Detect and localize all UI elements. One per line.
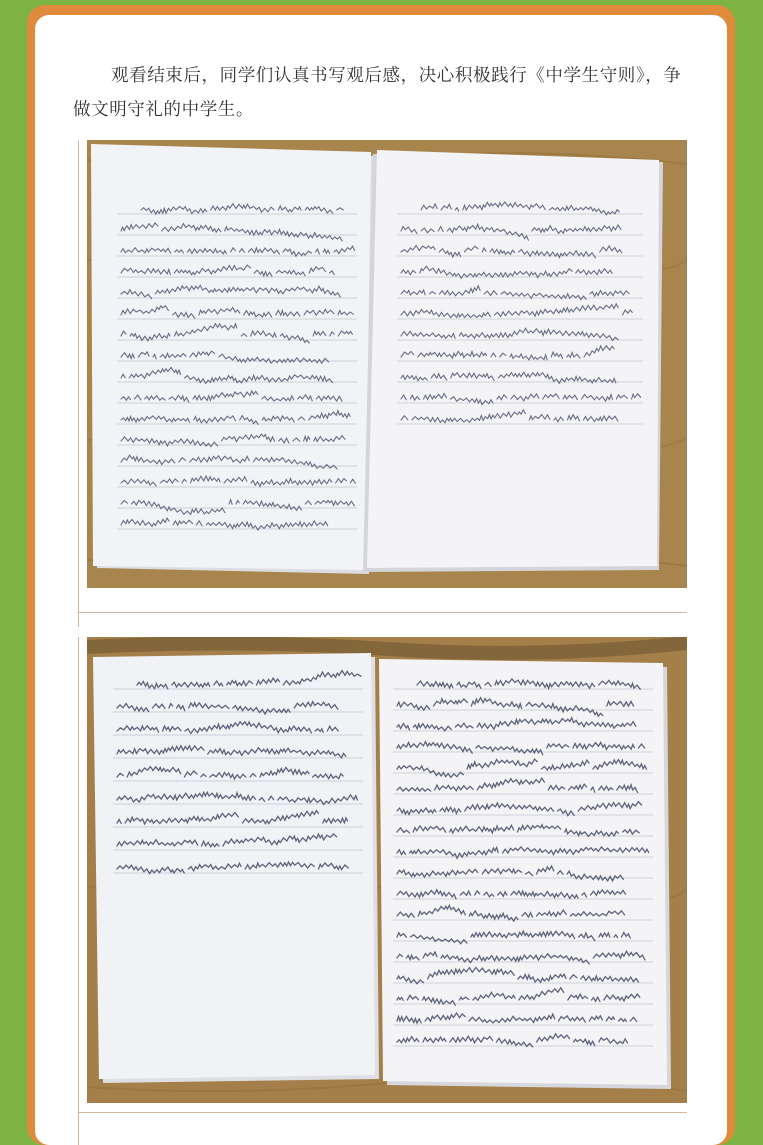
photo-divider-left-2 <box>78 637 79 1145</box>
article-paragraph: 观看结束后，同学们认真书写观后感，决心积极践行《中学生守则》，争做文明守礼的中学生。 <box>73 66 682 120</box>
photo-divider-bottom-1 <box>78 612 687 613</box>
photo-divider-bottom-2 <box>78 1112 687 1113</box>
essay-sheet-left <box>91 144 371 570</box>
essays-photo-1 <box>87 140 687 588</box>
article-card <box>35 15 727 1145</box>
essays-photo-2 <box>87 637 687 1103</box>
photo-divider-left-1 <box>78 140 79 627</box>
